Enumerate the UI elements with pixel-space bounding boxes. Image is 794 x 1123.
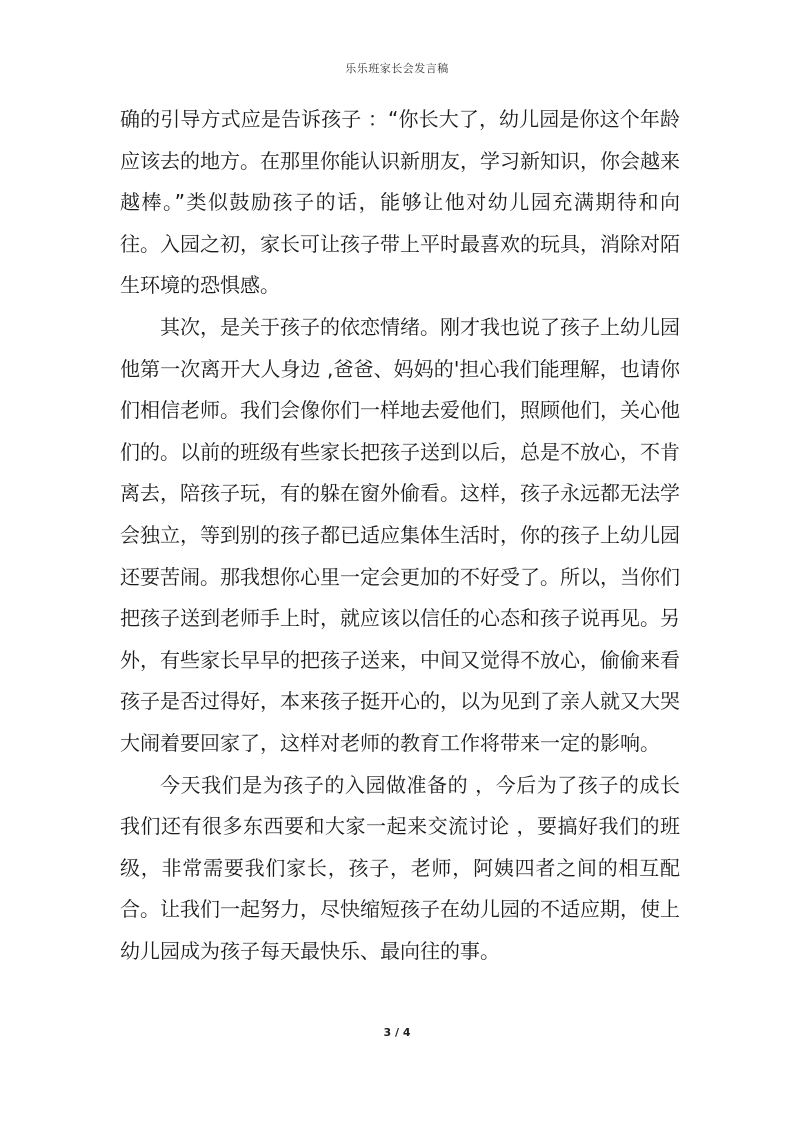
document-body — [120, 99, 680, 972]
page-header-title: 乐乐班家长会发言稿 — [345, 62, 449, 75]
paragraph-3: 今天我们是为孩子的入园做准备的 ，今后为了孩子的成长我们还有很多东西要和大家一起来交流讨论 ，要搞好我们的班级，非常需要我们家长，孩子，老师，阿姨四者之间的相互配合。让我们一起努力，尽快缩短孩子在幼儿园的不适应期，使上幼儿园成为孩子每天最快乐、最向往的事。 — [120, 772, 680, 963]
paragraph-2: 其次，是关于孩子的依恋情绪。刚才我也说了孩子上幼儿园他第一次离开大人身边 ,爸爸、妈妈的'担心我们能理解，也请你们相信老师。我们会像你们一样地去爱他们，照顾他们，关心他们的。以前的班级有些家长把孩子送到以后，总是不放心，不肯离去，陪孩子玩，有的躲在窗外偷看。这样，孩子永远都无法学会独立，等到别的孩子都已适应集体生活时，你的孩子上幼儿园还要苦闹。那我想你心里一定会更加的不好受了。所以，当你们把孩子送到老师手上时，就应该以信任的心态和孩子说再见。另外，有些家长早早的把孩子送来，中间又觉得不放心，偷偷来看孩子是否过得好，本来孩子挺开心的，以为见到了亲人就又大哭大闹着要回家了，这样对老师的教育工作将带来一定的影响。 — [120, 314, 680, 755]
page-number: 3 / 4 — [383, 1026, 411, 1039]
paragraph-1: 确的引导方式应是告诉孩子 ：“你长大了，幼儿园是你这个年龄应该去的地方。在那里你能认识新朋友，学习新知识，你会越来越棒。”类似鼓励孩子的话，能够让他对幼儿园充满期待和向往。入园之初，家长可让孩子带上平时最喜欢的玩具，消除对陌生环境的恐惧感。 — [120, 107, 680, 298]
